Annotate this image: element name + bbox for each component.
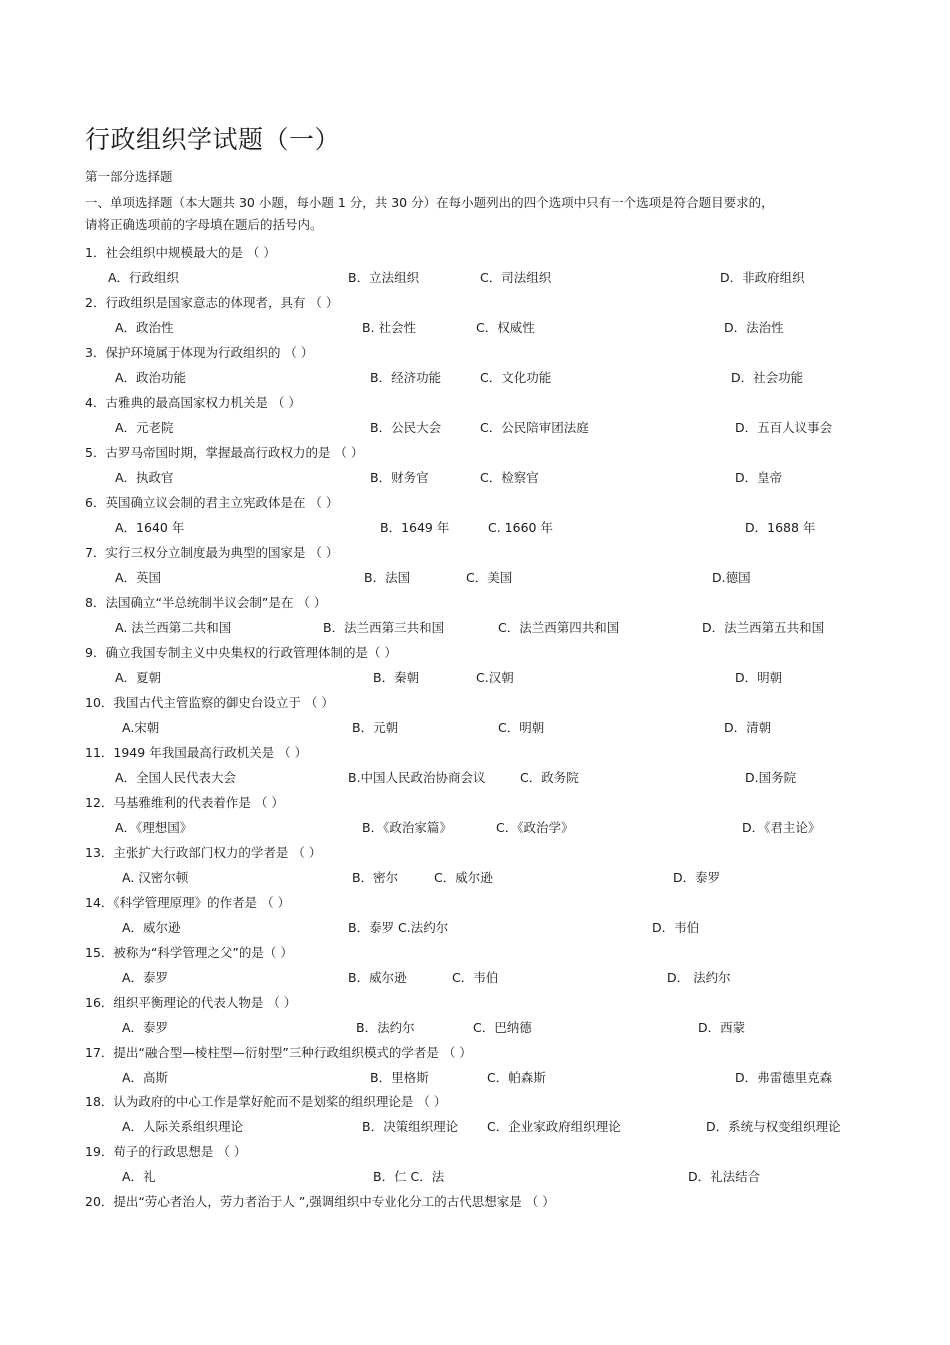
question-8-option-A: A. 法兰西第二共和国 bbox=[115, 620, 232, 635]
question-17: 17．提出“融合型—棱柱型—衍射型”三种行政组织模式的学者是 （ ） bbox=[85, 1045, 472, 1060]
question-6-option-C: C. 1660 年 bbox=[488, 520, 553, 535]
question-16-option-C: C．巴纳德 bbox=[473, 1020, 532, 1035]
question-16-option-D: D．西蒙 bbox=[698, 1020, 746, 1035]
question-1: 1．社会组织中规模最大的是 （ ） bbox=[85, 245, 276, 260]
question-4-option-A: A．元老院 bbox=[115, 420, 174, 435]
question-8-option-D: D．法兰西第五共和国 bbox=[702, 620, 825, 635]
question-13-option-A: A. 汉密尔顿 bbox=[122, 870, 189, 885]
part-heading: 第一部分选择题 bbox=[85, 169, 173, 184]
question-12-option-A: A．《理想国》 bbox=[115, 820, 193, 835]
page-title: 行政组织学试题（一） bbox=[85, 125, 341, 154]
question-18-option-B: B．决策组织理论 bbox=[362, 1119, 459, 1134]
question-1-option-B: B．立法组织 bbox=[348, 270, 420, 285]
question-18-option-C: C．企业家政府组织理论 bbox=[487, 1119, 621, 1134]
question-11-option-B: B.中国人民政治协商会议 bbox=[348, 770, 486, 785]
question-13-option-C: C．威尔逊 bbox=[434, 870, 493, 885]
question-19-option-A: A．礼 bbox=[122, 1169, 156, 1184]
question-10-option-D: D．清朝 bbox=[724, 720, 772, 735]
question-2-option-D: D．法治性 bbox=[724, 320, 784, 335]
question-2-option-B: B. 社会性 bbox=[362, 320, 417, 335]
question-16-option-B: B．法约尔 bbox=[356, 1020, 415, 1035]
question-5-option-A: A．执政官 bbox=[115, 470, 174, 485]
question-8-option-B: B．法兰西第三共和国 bbox=[323, 620, 445, 635]
question-13-option-B: B．密尔 bbox=[352, 870, 399, 885]
question-6-option-A: A．1640 年 bbox=[115, 520, 185, 535]
instructions-line-2: 请将正确选项前的字母填在题后的括号内。 bbox=[85, 217, 323, 232]
question-12-option-B: B．《政治家篇》 bbox=[362, 820, 452, 835]
question-7-option-B: B．法国 bbox=[364, 570, 411, 585]
question-12-option-D: D．《君主论》 bbox=[742, 820, 821, 835]
question-10-option-A: A.宋朝 bbox=[122, 720, 160, 735]
question-3-option-B: B．经济功能 bbox=[370, 370, 442, 385]
question-14-option-A: A．威尔逊 bbox=[122, 920, 181, 935]
question-8: 8．法国确立“半总统制半议会制”是在 （ ） bbox=[85, 595, 327, 610]
question-9-option-B: B．秦朝 bbox=[373, 670, 420, 685]
question-16: 16．组织平衡理论的代表人物是 （ ） bbox=[85, 995, 297, 1010]
question-2-option-A: A．政治性 bbox=[115, 320, 174, 335]
question-17-option-C: C．帕森斯 bbox=[487, 1070, 546, 1085]
question-5-option-D: D．皇帝 bbox=[735, 470, 783, 485]
question-14-option-D: D．韦伯 bbox=[652, 920, 700, 935]
question-19-option-B: B．仁 C．法 bbox=[373, 1169, 445, 1184]
question-11-option-D: D.国务院 bbox=[745, 770, 797, 785]
question-15-option-B: B．威尔逊 bbox=[348, 970, 407, 985]
question-19: 19．荀子的行政思想是 （ ） bbox=[85, 1144, 247, 1159]
question-4-option-D: D．五百人议事会 bbox=[735, 420, 833, 435]
question-5-option-C: C．检察官 bbox=[480, 470, 539, 485]
question-18-option-A: A．人际关系组织理论 bbox=[122, 1119, 244, 1134]
question-3-option-A: A．政治功能 bbox=[115, 370, 187, 385]
question-6-option-D: D．1688 年 bbox=[745, 520, 816, 535]
question-4-option-C: C．公民陪审团法庭 bbox=[480, 420, 589, 435]
question-4-option-B: B．公民大会 bbox=[370, 420, 442, 435]
question-4: 4．古雅典的最高国家权力机关是 （ ） bbox=[85, 395, 301, 410]
question-5-option-B: B．财务官 bbox=[370, 470, 429, 485]
question-9-option-C: C.汉朝 bbox=[476, 670, 514, 685]
question-20: 20．提出“劳心者治人，劳力者治于人 ”,强调组织中专业化分工的古代思想家是 （ ） bbox=[85, 1194, 555, 1209]
question-11: 11．1949 年我国最高行政机关是 （ ） bbox=[85, 745, 308, 760]
question-18-option-D: D．系统与权变组织理论 bbox=[706, 1119, 841, 1134]
question-7-option-A: A．英国 bbox=[115, 570, 162, 585]
question-9-option-A: A．夏朝 bbox=[115, 670, 162, 685]
question-17-option-B: B．里格斯 bbox=[370, 1070, 429, 1085]
question-15-option-A: A．泰罗 bbox=[122, 970, 169, 985]
question-2: 2．行政组织是国家意志的体现者，具有 （ ） bbox=[85, 295, 339, 310]
question-11-option-C: C．政务院 bbox=[520, 770, 579, 785]
question-15-option-D: D． 法约尔 bbox=[667, 970, 731, 985]
question-1-option-C: C．司法组织 bbox=[480, 270, 552, 285]
question-9: 9．确立我国专制主义中央集权的行政管理体制的是（ ） bbox=[85, 645, 397, 660]
question-17-option-D: D．弗雷德里克森 bbox=[735, 1070, 833, 1085]
instructions-line-1: 一、单项选择题（本大题共 30 小题，每小题 1 分，共 30 分）在每小题列出的四个选项中只有一个选项是符合题目要求的， bbox=[85, 195, 774, 210]
question-1-option-D: D．非政府组织 bbox=[720, 270, 805, 285]
question-15-option-C: C．韦伯 bbox=[452, 970, 499, 985]
question-3-option-D: D．社会功能 bbox=[731, 370, 804, 385]
question-1-option-A: A．行政组织 bbox=[108, 270, 180, 285]
question-2-option-C: C．权威性 bbox=[476, 320, 535, 335]
question-12-option-C: C．《政治学》 bbox=[496, 820, 574, 835]
question-12: 12．马基雅维利的代表着作是 （ ） bbox=[85, 795, 284, 810]
question-3: 3．保护环境属于体现为行政组织的 （ ） bbox=[85, 345, 314, 360]
question-17-option-A: A．高斯 bbox=[122, 1070, 169, 1085]
question-9-option-D: D．明朝 bbox=[735, 670, 783, 685]
question-16-option-A: A．泰罗 bbox=[122, 1020, 169, 1035]
question-13-option-D: D．泰罗 bbox=[673, 870, 721, 885]
question-6: 6．英国确立议会制的君主立宪政体是在 （ ） bbox=[85, 495, 339, 510]
question-7: 7．实行三权分立制度最为典型的国家是 （ ） bbox=[85, 545, 339, 560]
question-11-option-A: A．全国人民代表大会 bbox=[115, 770, 237, 785]
question-10: 10．我国古代主管监察的御史台设立于 （ ） bbox=[85, 695, 334, 710]
question-6-option-B: B．1649 年 bbox=[380, 520, 450, 535]
question-5: 5．古罗马帝国时期，掌握最高行政权力的是 （ ） bbox=[85, 445, 364, 460]
question-8-option-C: C．法兰西第四共和国 bbox=[498, 620, 620, 635]
question-18: 18．认为政府的中心工作是掌好舵而不是划桨的组织理论是 （ ） bbox=[85, 1094, 447, 1109]
question-7-option-D: D.德国 bbox=[712, 570, 751, 585]
question-14: 14．《科学管理原理》的作者是 （ ） bbox=[85, 895, 291, 910]
question-13: 13．主张扩大行政部门权力的学者是 （ ） bbox=[85, 845, 322, 860]
question-10-option-B: B．元朝 bbox=[352, 720, 399, 735]
question-19-option-D: D．礼法结合 bbox=[688, 1169, 761, 1184]
question-3-option-C: C．文化功能 bbox=[480, 370, 552, 385]
question-14-option-B: B．泰罗 C.法约尔 bbox=[348, 920, 449, 935]
question-10-option-C: C．明朝 bbox=[498, 720, 545, 735]
question-15: 15．被称为“科学管理之父”的是（ ） bbox=[85, 945, 293, 960]
question-7-option-C: C．美国 bbox=[466, 570, 513, 585]
